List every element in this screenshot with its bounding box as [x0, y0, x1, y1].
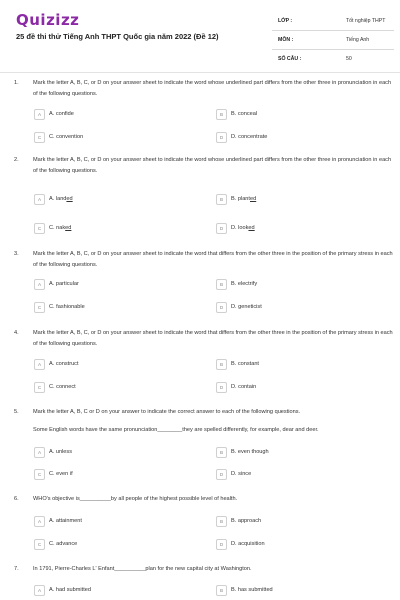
option-b[interactable] — [216, 109, 366, 121]
option-d[interactable] — [216, 469, 366, 481]
option-letter-badge: C — [34, 539, 45, 550]
option-text: D. look — [231, 225, 249, 231]
option-label: A. attainment — [49, 518, 82, 524]
option-letter-badge: C — [34, 302, 45, 313]
question-text: WHO's objective is__________by all people of the highest possible level of health. — [33, 496, 238, 502]
option-label: B. conceal — [231, 111, 258, 117]
question-text: Mark the letter A, B, C, or D on your answer sheet to indicate the word that differs from the other three in the position of the primary stress in each of the following questions. — [33, 330, 393, 347]
question-number: 1. — [14, 80, 19, 86]
question-text: Mark the letter A, B, C, or D on your answer sheet to indicate the word that differs from the other three in the position of the primary stress in each of the following questions. — [33, 251, 393, 268]
option-label — [231, 196, 256, 202]
option-b[interactable] — [216, 516, 366, 528]
option-a[interactable] — [34, 109, 184, 121]
option-label: C. advance — [49, 541, 78, 547]
option-b[interactable] — [216, 447, 366, 459]
option-d[interactable] — [216, 302, 366, 314]
option-letter-badge: B — [216, 585, 227, 596]
option-label — [49, 196, 73, 202]
option-label: D. contain — [231, 384, 257, 390]
option-label: C. convention — [49, 134, 84, 140]
quizizz-logo: Quizizz — [16, 11, 80, 29]
option-label — [231, 225, 255, 231]
question-number: 7. — [14, 566, 19, 572]
option-d[interactable] — [216, 132, 366, 144]
question-number: 6. — [14, 496, 19, 502]
option-letter-badge: B — [216, 516, 227, 527]
option-letter-badge: C — [34, 223, 45, 234]
meta-row-count — [272, 50, 394, 68]
option-letter-badge: D — [216, 302, 227, 313]
option-letter-badge: D — [216, 539, 227, 550]
option-label: B. electrify — [231, 281, 258, 287]
option-underlined-part: ed — [248, 225, 255, 231]
option-letter-badge: C — [34, 132, 45, 143]
option-c[interactable] — [34, 302, 184, 314]
option-b[interactable] — [216, 279, 366, 291]
option-c[interactable] — [34, 382, 184, 394]
option-b[interactable] — [216, 359, 366, 371]
option-label: A. construct — [49, 361, 79, 367]
option-letter-badge: A — [34, 194, 45, 205]
option-underlined-part: ed — [65, 225, 72, 231]
option-letter-badge: B — [216, 194, 227, 205]
option-letter-badge: A — [34, 109, 45, 120]
option-d[interactable] — [216, 539, 366, 551]
option-c[interactable] — [34, 539, 184, 551]
option-text: B. plant — [231, 196, 250, 202]
option-letter-badge: A — [34, 447, 45, 458]
question-text: Mark the letter A, B, C, or D on your answer sheet to indicate the word whose underlined part differs from the other three in pronunciation in each of the following questions. — [33, 157, 392, 174]
option-letter-badge: D — [216, 132, 227, 143]
option-label: C. connect — [49, 384, 76, 390]
option-underlined-part: ed — [66, 196, 73, 202]
option-label: A. had submitted — [49, 587, 91, 593]
meta-value: 50 — [346, 56, 352, 62]
question-number: 3. — [14, 251, 19, 257]
option-letter-badge: A — [34, 585, 45, 596]
option-letter-badge: A — [34, 516, 45, 527]
option-label: C. fashionable — [49, 304, 85, 310]
option-d[interactable] — [216, 382, 366, 394]
option-a[interactable] — [34, 359, 184, 371]
option-d[interactable] — [216, 223, 366, 235]
meta-value: Tốt nghiệp THPT — [346, 18, 386, 24]
option-letter-badge: D — [216, 469, 227, 480]
option-label: D. concentrate — [231, 134, 268, 140]
option-label: A. unless — [49, 449, 73, 455]
option-a[interactable] — [34, 516, 184, 528]
option-letter-badge: B — [216, 279, 227, 290]
header-divider — [0, 72, 400, 73]
question-text: In 1791, Pierre-Charles L' Enfant__________plan for the new capital city at Washington. — [33, 566, 252, 572]
option-label: A. confide — [49, 111, 74, 117]
option-letter-badge: C — [34, 469, 45, 480]
meta-value: Tiếng Anh — [346, 37, 370, 43]
meta-label: SỐ CÂU : — [278, 56, 302, 62]
option-letter-badge: A — [34, 359, 45, 370]
page-title: 25 đề thi thử Tiếng Anh THPT Quốc gia năm 2022 (Đề 12) — [16, 32, 219, 41]
option-label: D. geneticist — [231, 304, 262, 310]
option-text: C. nak — [49, 225, 66, 231]
option-c[interactable] — [34, 469, 184, 481]
option-letter-badge: D — [216, 382, 227, 393]
meta-label: LỚP : — [278, 18, 293, 24]
option-letter-badge: A — [34, 279, 45, 290]
option-c[interactable] — [34, 132, 184, 144]
option-label: B. has submitted — [231, 587, 273, 593]
option-letter-badge: D — [216, 223, 227, 234]
meta-row-class — [272, 12, 394, 31]
option-a[interactable] — [34, 279, 184, 291]
option-b[interactable] — [216, 585, 366, 597]
meta-table — [272, 12, 394, 68]
option-label: C. even if — [49, 471, 73, 477]
option-label: B. approach — [231, 518, 262, 524]
option-label: D. since — [231, 471, 252, 477]
question-number: 4. — [14, 330, 19, 336]
question-number: 2. — [14, 157, 19, 163]
option-letter-badge: C — [34, 382, 45, 393]
question-text: Mark the letter A, B, C or D on your answer to indicate the correct answer to each of the following questions. — [33, 409, 301, 415]
option-letter-badge: B — [216, 447, 227, 458]
option-b[interactable] — [216, 194, 366, 206]
option-a[interactable] — [34, 194, 184, 206]
option-label: B. even though — [231, 449, 269, 455]
meta-row-subject — [272, 31, 394, 50]
option-c[interactable] — [34, 223, 184, 235]
meta-label: MÔN : — [278, 37, 294, 43]
option-letter-badge: B — [216, 359, 227, 370]
worksheet-header — [8, 8, 392, 72]
option-label: D. acquisition — [231, 541, 265, 547]
question-number: 5. — [14, 409, 19, 415]
option-label: B. constant — [231, 361, 259, 367]
question-text: Mark the letter A, B, C, or D on your answer sheet to indicate the word whose underlined part differs from the other three in pronunciation in each of the following questions. — [33, 80, 392, 97]
option-a[interactable] — [34, 585, 184, 597]
option-label — [49, 225, 71, 231]
option-underlined-part: ed — [249, 196, 257, 202]
option-letter-badge: B — [216, 109, 227, 120]
option-text: A. land — [49, 196, 67, 202]
option-a[interactable] — [34, 447, 184, 459]
question-stem: Some English words have the same pronunciation________they are spelled differently, for example, dear and deer. — [33, 427, 319, 433]
option-label: A. particular — [49, 281, 79, 287]
